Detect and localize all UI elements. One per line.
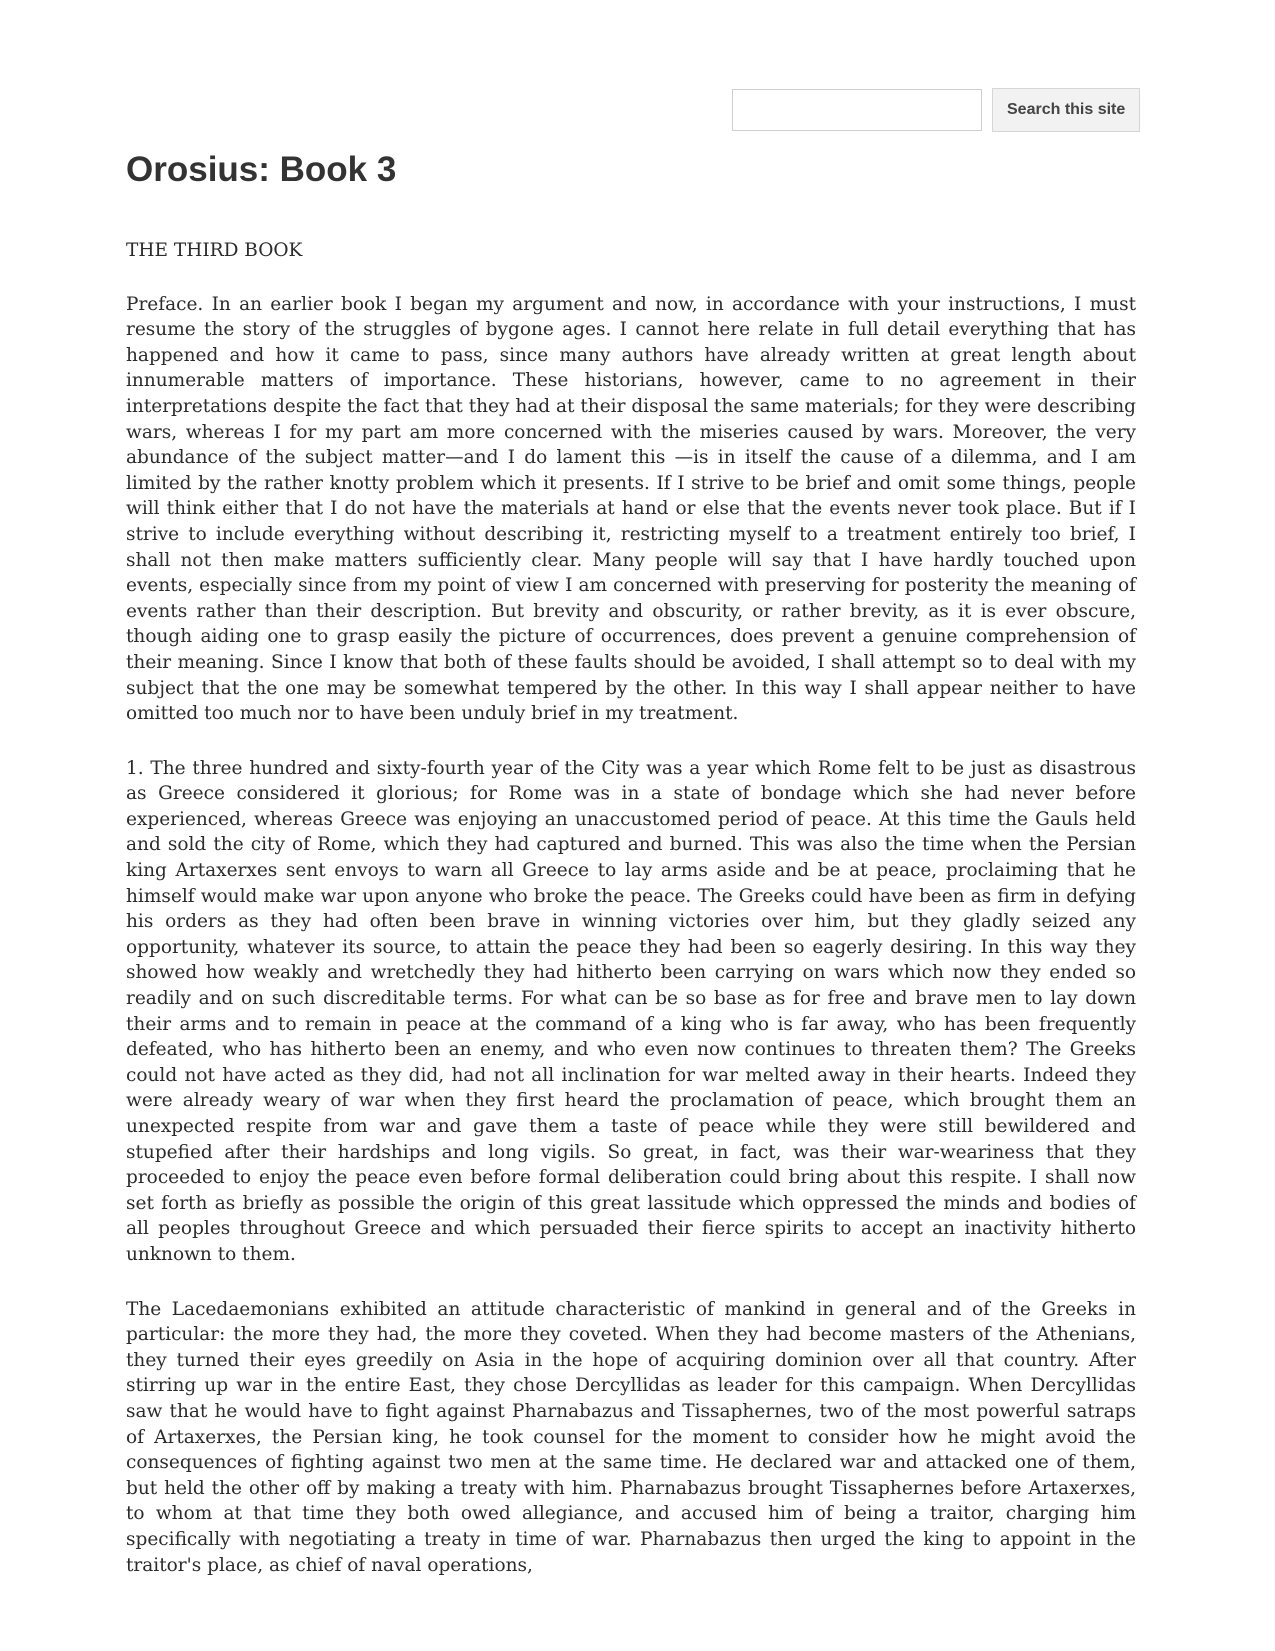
preface-paragraph: Preface. In an earlier book I began my argument and now, in accordance with your instructions, I must resume the story of the struggles of bygone ages. I cannot here relate in full detail everything that has happened and how it came to pass, since many authors have already written at great length about innumerable matters of importance. These historians, however, came to no agreement in their interpretations despite the fact that they had at their disposal the same materials; for they were describing wars, whereas I for my part am more concerned with the miseries caused by wars. Moreover, the very abundance of the subject matter—and I do lament this —is in itself the cause of a dilemma, and I am limited by the rather knotty problem which it presents. If I strive to be brief and omit some things, people will think either that I do not have the materials at hand or else that the events never took place. But if I strive to include everything without describing it, restricting myself to a treatment entirely too brief, I shall not then make matters sufficiently clear. Many people will say that I have hardly touched upon events, especially since from my point of view I am concerned with preserving for posterity the meaning of events rather than their description. But brevity and obscurity, or rather brevity, as it is ever obscure, though aiding one to grasp easily the picture of occurrences, does prevent a genuine comprehension of their meaning. Since I know that both of these faults should be avoided, I shall attempt so to deal with my subject that the one may be somewhat tempered by the other. In this way I shall appear neither to have omitted too much nor to have been unduly brief in my treatment. [126, 293, 1136, 725]
book-heading: THE THIRD BOOK [126, 240, 303, 261]
page-title: Orosius: Book 3 [126, 150, 397, 189]
search-area [732, 88, 1140, 132]
search-button[interactable]: Search this site [992, 88, 1140, 132]
lacedaemonians-paragraph: The Lacedaemonians exhibited an attitude characteristic of mankind in general and of the Greeks in particular: the more they had, the more they coveted. When they had become masters of the Athenians, they turned their eyes greedily on Asia in the hope of acquiring dominion over all that country. After stirring up war in the entire East, they chose Dercyllidas as leader for this campaign. When Dercyllidas saw that he would have to fight against Pharnabazus and Tissaphernes, two of the most powerful satraps of Artaxerxes, the Persian king, he took counsel for the moment to consider how he might avoid the consequences of fighting against two men at the same time. He declared war and attacked one of them, but held the other off by making a treaty with him. Pharnabazus brought Tissaphernes before Artaxerxes, to whom at that time they both owed allegiance, and accused him of being a traitor, charging him specifically with negotiating a treaty in time of war. Pharnabazus then urged the king to appoint in the traitor's place, as chief of naval operations, [126, 1298, 1136, 1576]
chapter-1-paragraph: 1. The three hundred and sixty-fourth year of the City was a year which Rome felt to be just as disastrous as Greece considered it glorious; for Rome was in a state of bondage which she had never before experienced, whereas Greece was enjoying an unaccustomed period of peace. At this time the Gauls held and sold the city of Rome, which they had captured and burned. This was also the time when the Persian king Artaxerxes sent envoys to warn all Greece to lay arms aside and be at peace, proclaiming that he himself would make war upon anyone who broke the peace. The Greeks could have been as firm in defying his orders as they had often been brave in winning victories over him, but they gladly seized any opportunity, whatever its source, to attain the peace they had been so eagerly desiring. In this way they showed how weakly and wretchedly they had hitherto been carrying on wars which now they ended so readily and on such discreditable terms. For what can be so base as for free and brave men to lay down their arms and to remain in peace at the command of a king who is far away, who has been frequently defeated, who has hitherto been an enemy, and who even now continues to threaten them? The Greeks could not have acted as they did, had not all inclination for war melted away in their hearts. Indeed they were already weary of war when they first heard the proclamation of peace, which brought them an unexpected respite from war and gave them a taste of peace while they were still bewildered and stupefied after their hardships and long vigils. So great, in fact, was their war-weariness that they proceeded to enjoy the peace even before formal deliberation could bring about this respite. I shall now set forth as briefly as possible the origin of this great lassitude which oppressed the minds and bodies of all peoples throughout Greece and which persuaded their fierce spirits to accept an inactivity hitherto unknown to them. [126, 757, 1136, 1265]
page-content [126, 238, 1136, 1607]
search-input[interactable] [732, 89, 982, 131]
